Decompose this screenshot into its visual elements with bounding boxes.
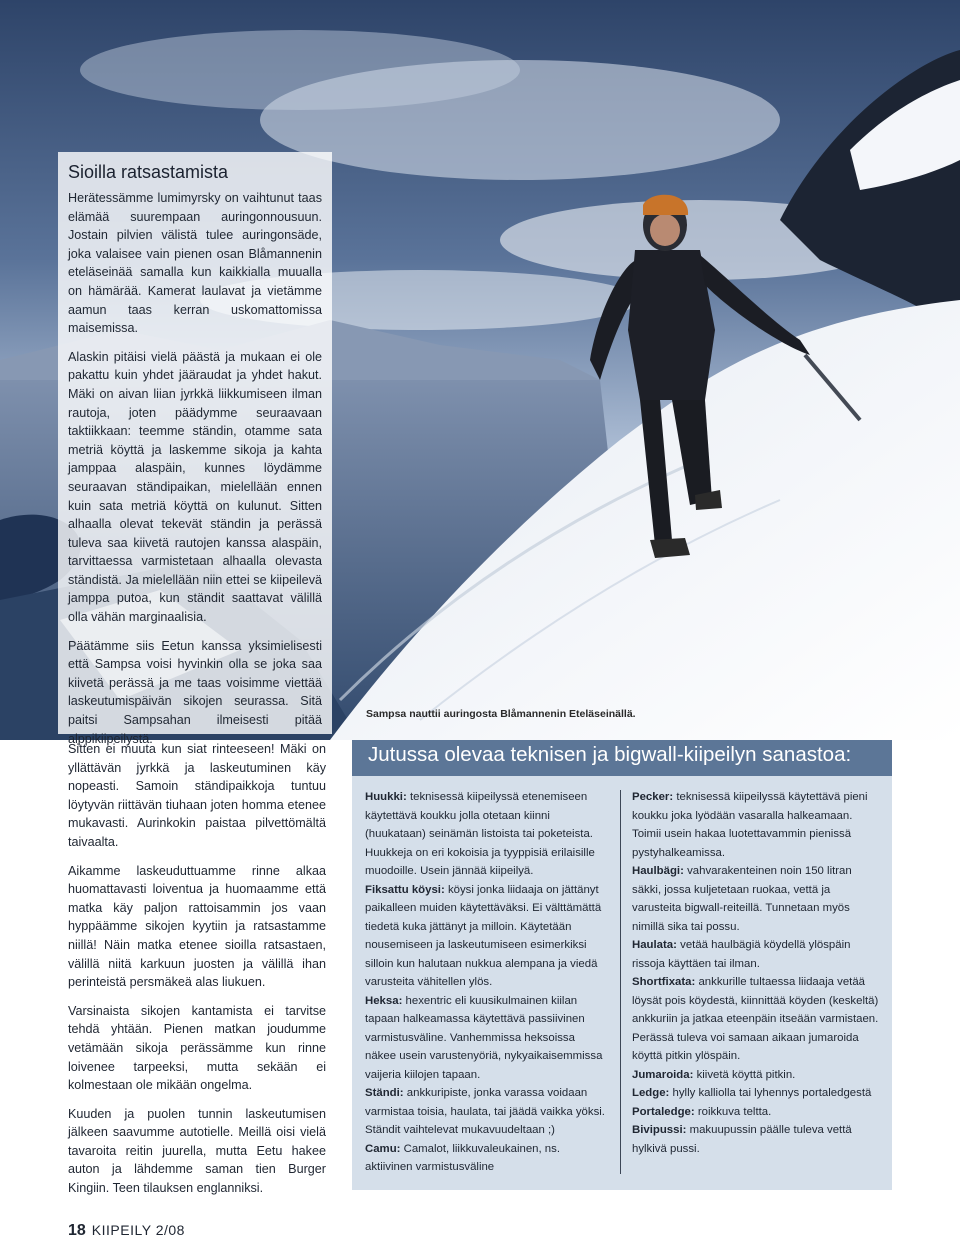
- glossary-term: Bivipussi:: [632, 1124, 687, 1136]
- glossary-entry: [365, 881, 608, 992]
- glossary-entry: [632, 1084, 882, 1103]
- glossary-right-column: [632, 788, 882, 1158]
- glossary-term: Haulbägi:: [632, 865, 684, 877]
- glossary-definition: vetää haulbägiä köydellä ylöspäin rissoja käyttäen tai ilman.: [632, 939, 851, 970]
- glossary-title: Jutussa olevaa teknisen ja bigwall-kiipeilyn sanastoa:: [352, 740, 892, 776]
- glossary-definition: ankkurille tultaessa liidaaja vetää löysät pois köydestä, kiinnittää köyden (keskeltä) ankkuriin ja jatkaa eteenpäin itseään varmistaen. Perässä tuleva voi samaan aikaan jumaroida köyttä pitkin ylöspäin.: [632, 976, 879, 1062]
- glossary-entry: [632, 1121, 882, 1158]
- glossary-entry: [632, 1103, 882, 1122]
- glossary-entry: [632, 862, 882, 936]
- glossary-definition: ankkuripiste, jonka varassa voidaan varmistaa toisia, haulata, tai jäädä vaikka yöksi. Ständit vaihtelevat mukavuudeltaan ;): [365, 1087, 605, 1136]
- glossary-definition: hylly kalliolla tai lyhennys portaledgestä: [672, 1087, 872, 1099]
- glossary-definition: hexentric eli kuusikulmainen kiilan tapaan halkeamassa käytettävä passiivinen varmistusväline. Vanhemmissa heksoissa näkee usein varustenyöriä, nykyaikaisemmissa vaijeria kiilojen tapaan.: [365, 994, 603, 1081]
- article-text-box: [58, 152, 332, 746]
- article-title: Sioilla ratsastamista: [68, 162, 229, 182]
- article-text-lower: [68, 740, 326, 1208]
- page-number: 18: [68, 1222, 86, 1239]
- magazine-name: KIIPEILY 2/08: [91, 1222, 185, 1238]
- glossary-term: Shortfixata:: [632, 976, 696, 988]
- glossary-entry: [365, 992, 608, 1085]
- glossary-definition: köysi jonka liidaaja on jättänyt paikalleen muiden käytettäväksi. Ei välttämättä tiedetä kuka jättänyt ja milloin. Käytetään nousemiseen ja laskeutumiseen esimerkiksi silloin kun halutaan nukkua alempana ja viedä varusteita vähitellen ylös.: [365, 883, 602, 988]
- article-paragraph: Aikamme laskeuduttuamme rinne alkaa huomattavasti loiventua ja huomaamme että matka käy paljon rattoisammin jos vaan hyppäämme sikojen kyytiin ja ratsastamme niillä! Näin matka etenee sioilla ratsastaen, välillä niitä karkuun juosten ja välillä ihan perinteistä persmäkeä alas liukuen.: [68, 863, 326, 990]
- glossary-entry: [632, 788, 882, 862]
- glossary-entry: [365, 1084, 608, 1140]
- article-paragraph: Sitten ei muuta kun siat rinteeseen! Mäki on yllättävän jyrkkä ja laskeutuminen käy nopeasti. Samoin ständipaikkoja tuntuu löytyvän riittävän tiuhaan joten homma etenee mukavasti. Aurinkokin paistaa pilvettömältä taivaalta.: [68, 742, 326, 849]
- glossary-definition: teknisessä kiipeilyssä etenemiseen käytettävä koukku jolla otetaan kiinni (huukataan) seinämän listoista tai poketeista. Huukkeja on eri kokoisia ja tyyppisiä erilaisille muodoille. Usein jännää kiipeilyä.: [365, 791, 595, 877]
- column-divider: [620, 790, 621, 1174]
- page-footer: [68, 1222, 185, 1240]
- glossary-term: Portaledge:: [632, 1105, 695, 1118]
- glossary-term: Ledge:: [632, 1087, 670, 1099]
- glossary-entry: [632, 973, 882, 1066]
- glossary-entry: [365, 1140, 608, 1177]
- article-paragraph: Päätämme siis Eetun kanssa yksimielisesti että Sampsa voisi hyvinkin olla se joka saa kiivetä perässä ja me taas voisimme viettää laskeutumispäivän sikojen seurassa. Sitä paitsi Sampsahan ilmeisesti pitää alppikiipeilystä.: [68, 638, 322, 746]
- glossary-entry: [632, 1066, 882, 1085]
- article-paragraph: Varsinaista sikojen kantamista ei tarvitse tehdä yhtään. Pienen matkan joudumme vetämään sikoja perässämme kun rinne loivenee tarpeeksi, mutta sekään ei kolmestaan ole mikään ongelma.: [68, 1003, 326, 1093]
- article-paragraph: Kuuden ja puolen tunnin laskeutumisen jälkeen saavumme autotielle. Meillä oisi vielä tavaroita reitin juurella, mutta Eetu hakee auton ja lähdemme saman tien Burger Kingiin. Teen tilauksen englanniksi.: [68, 1106, 326, 1196]
- glossary-definition: makuupussin päälle tuleva vettä hylkivä pussi.: [632, 1124, 852, 1155]
- glossary-term: Huukki:: [365, 791, 407, 803]
- glossary-term: Fiksattu köysi:: [365, 883, 445, 896]
- article-paragraph: Alaskin pitäisi vielä päästä ja mukaan ei ole pakattu kuin yhdet jääraudat ja yhdet hakut. Mäki on aivan liian jyrkkä liikkumiseen ilman rautoja, joten päädymme seuraavaan taktiikkaan: teemme ständin, otamme sata metriä köyttä ja laskemme sikoja ja kahta jamppaa alaspäin, kunnes löydämme seuraavan ständipaikan, mielellään ennen kuin sata metriä köyttä on kulunut. Sitten alhaalla olevat tekevät ständin ja perässä tuleva saa kiivetä rautojen kanssa alaspäin, tarvittaessa varmistetaan alhaalla olevasta ständistä. Ja mielellään niin ettei se kiipeilevä jamppa putoa, kun ständit saattavat välillä olla vähän marginaalisia.: [68, 349, 322, 625]
- glossary-term: Haulata:: [632, 939, 677, 951]
- glossary-definition: teknisessä kiipeilyssä käytettävä pieni koukku joka lyödään vasaralla halkeamaan. Toimii usein hakaa luotettavammin pienissä pystyhalkeamissa.: [632, 791, 868, 859]
- glossary-entry: [632, 936, 882, 973]
- glossary-term: Heksa:: [365, 994, 403, 1007]
- glossary-term: Ständi:: [365, 1087, 404, 1099]
- glossary-definition: Camalot, liikkuvaleukainen, ns. aktiivinen varmistusväline: [365, 1142, 561, 1173]
- glossary-definition: kiivetä köyttä pitkin.: [696, 1068, 796, 1081]
- glossary-panel: [352, 776, 892, 1190]
- glossary-entry: [365, 788, 608, 881]
- glossary-definition: vahvarakenteinen noin 150 litran säkki, jossa kuljetetaan ruokaa, vettä ja varusteita bigwall-reiteillä. Tunnetaan myös nimillä sika tai possu.: [632, 865, 852, 933]
- glossary-term: Camu:: [365, 1142, 401, 1155]
- photo-caption: Sampsa nauttii auringosta Blåmannenin Eteläseinällä.: [366, 708, 636, 720]
- glossary-term: Jumaroida:: [632, 1068, 694, 1081]
- glossary-definition: roikkuva teltta.: [697, 1105, 772, 1118]
- article-paragraph: Herätessämme lumimyrsky on vaihtunut taas elämää suurempaan auringonnousuun. Jostain pilvien välistä tulee auringonsäde, joka valaisee vain pienen osan Blåmannenin eteläseinää samalla kun kaikkialla muualla on hämärää. Kamerat laulavat ja vietämme aamun taas kerran uskomattomissa maisemissa.: [68, 191, 322, 336]
- glossary-term: Pecker:: [632, 791, 674, 803]
- glossary-left-column: [365, 788, 608, 1177]
